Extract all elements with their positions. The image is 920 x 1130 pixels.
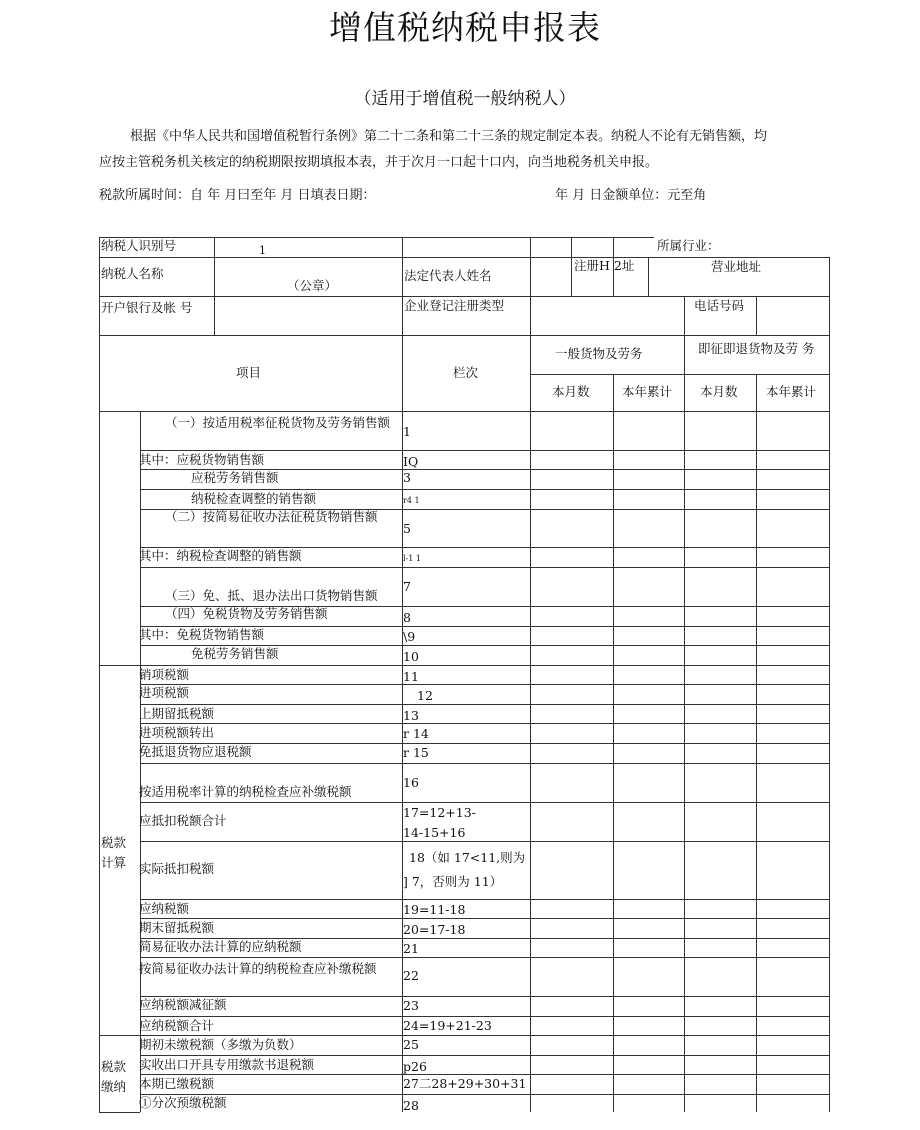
row-item-16: 按适用税率计算的纳税检查应补缴税额: [139, 784, 352, 799]
row-line-12: 12: [417, 688, 433, 703]
row-item-28: ①分次预缴税额: [139, 1095, 227, 1110]
row-item-13: 上期留抵税额: [139, 706, 215, 721]
column-header-item: 项目: [236, 365, 262, 380]
row-item-2: 其中：应税货物销售额: [139, 452, 265, 467]
row-line-3: 3: [403, 470, 411, 485]
row-item-11: 销项税额: [139, 667, 190, 682]
row-line-21: 21: [403, 941, 419, 956]
row-line-22: 22: [403, 968, 419, 983]
column-header-immediate-refund: 即征即退货物及劳 务: [698, 341, 815, 356]
row-line-23: 23: [403, 998, 419, 1013]
row-line-26: p26: [403, 1059, 427, 1074]
business-address-label: 营业地址: [711, 259, 762, 274]
row-item-19: 应纳税额: [139, 901, 190, 916]
row-item-15: 免抵退货物应退税额: [139, 744, 252, 759]
row-line-13: 13: [403, 708, 419, 723]
tax-period-line: 税款所属时间：自 年 月曰至年 月 日填表日期：: [99, 188, 376, 203]
row-item-24: 应纳税额合计: [139, 1018, 215, 1033]
row-item-14: 进项税额转出: [139, 725, 215, 740]
row-item-10: 免税劳务销售额: [191, 646, 279, 661]
row-line-9: \9: [403, 629, 416, 644]
column-header-general-goods: 一般货物及劳务: [555, 346, 643, 361]
taxpayer-name-label: 纳税人名称: [101, 266, 164, 281]
row-item-17: 应抵扣税额合计: [139, 813, 227, 828]
row-item-1: （一）按适用税率征税货物及劳务销售额: [165, 415, 391, 430]
row-item-22: 按简易征收办法计算的纳税检查应补缴税额: [139, 961, 377, 976]
row-item-12: 进项税额: [139, 685, 190, 700]
row-item-6: 其中：纳税检查调整的销售额: [139, 548, 302, 563]
row-item-26: 实收出口开具专用缴款书退税额: [139, 1057, 315, 1072]
industry-label: 所属行业：: [657, 238, 720, 253]
company-seal: （公章）: [287, 278, 338, 293]
legal-rep-label: 法定代表人姓名: [404, 268, 492, 283]
row-item-7: （三）免、抵、退办法出口货物销售额: [165, 588, 378, 603]
row-line-14: r 14: [403, 726, 429, 741]
column-header-general-month: 本月数: [552, 384, 590, 399]
registration-type-label: 企业登记注册类型: [404, 298, 505, 313]
row-item-8: （四）免税货物及劳务销售额: [165, 606, 328, 621]
intro-paragraph-line-2: 应按主管税务机关核定的纳税期限按期填报本表，并于次月一口起十口内，向当地税务机关申报。: [99, 155, 659, 170]
row-item-9: 其中：免税货物销售额: [139, 627, 265, 642]
row-item-3: 应税劳务销售额: [191, 470, 279, 485]
form-title: 增值税纳税申报表: [329, 8, 601, 47]
column-header-refund-ytd: 本年累计: [766, 384, 817, 399]
column-header-line-no: 栏次: [453, 365, 479, 380]
row-line-27: 27二28+29+30+31: [403, 1076, 527, 1091]
taxpayer-id-label: 纳税人识别号: [101, 238, 177, 253]
row-line-1: 1: [403, 424, 411, 439]
form-subtitle: （适用于增值税一般纳税人）: [354, 89, 576, 109]
row-line-7: 7: [403, 579, 411, 594]
row-item-21: 简易征收办法计算的应纳税额: [139, 939, 302, 954]
row-line-20: 20=17-18: [403, 922, 466, 937]
group-label-tax-calculation: 税款计算: [101, 835, 127, 870]
group-label-tax-payment: 税款缴纳: [101, 1059, 127, 1094]
amount-unit-line: 年 月 日金额单位：元至角: [555, 188, 707, 203]
row-line-16: 16: [403, 775, 419, 790]
column-header-general-ytd: 本年累计: [622, 384, 673, 399]
tax-return-table: [99, 237, 829, 1112]
row-line-24: 24=19+21-23: [403, 1018, 492, 1033]
row-line-4: r4 1: [403, 496, 420, 505]
row-item-4: 纳税检查调整的销售额: [191, 491, 317, 506]
row-line-25: 25: [403, 1037, 419, 1052]
row-line-15: r 15: [403, 745, 429, 760]
row-item-5: （二）按简易征收办法征税货物销售额: [165, 509, 378, 524]
row-line-5: 5: [403, 521, 411, 536]
row-line-8: 8: [403, 610, 411, 625]
row-line-11: 11: [403, 669, 419, 684]
column-header-refund-month: 本月数: [700, 384, 738, 399]
row-line-18: 18（如 17<11,则为 ] 7，否则为 11）: [403, 850, 526, 889]
phone-label: 电话号码: [694, 298, 745, 313]
taxpayer-id-value: 1: [259, 244, 266, 257]
row-line-6: l-1 1: [403, 554, 421, 563]
row-line-2: IQ: [403, 454, 419, 469]
intro-paragraph-line-1: 根据《中华人民共和国增值税暂行条例》第二十二条和第二十三条的规定制定本表。纳税人不论有无销售额，均: [130, 129, 768, 144]
row-line-10: 10: [403, 649, 419, 664]
row-item-23: 应纳税额减征额: [139, 997, 227, 1012]
row-item-20: 期末留抵税额: [139, 920, 215, 935]
row-item-27: 本期已缴税额: [139, 1076, 215, 1091]
bank-account-label: 开户银行及帐 号: [101, 300, 193, 315]
registered-address-label: 注册H 2址: [574, 258, 635, 273]
row-line-17: 17=12+13-14-15+16: [403, 805, 476, 840]
row-item-25: 期初未缴税额（多缴为负数）: [139, 1037, 302, 1052]
row-line-19: 19=11-18: [403, 902, 466, 917]
row-line-28: 28: [403, 1098, 419, 1113]
row-item-18: 实际抵扣税额: [139, 861, 215, 876]
